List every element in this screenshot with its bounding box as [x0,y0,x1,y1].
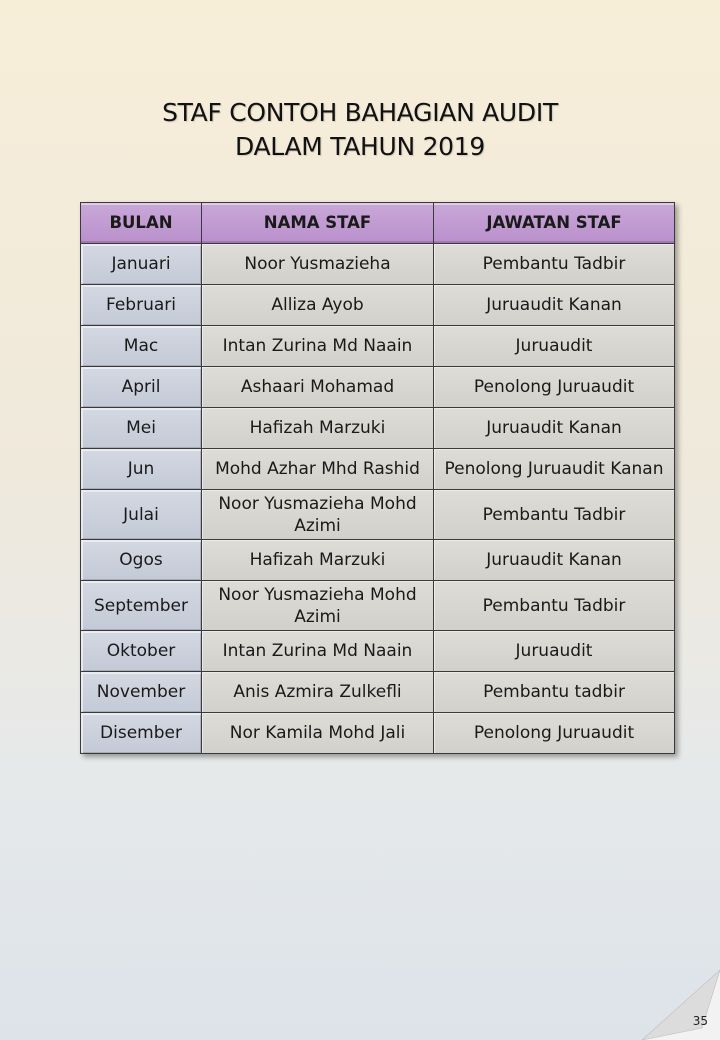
month-cell: Oktober [81,631,202,672]
month-cell: Februari [81,285,202,326]
staff-name-cell: Hafizah Marzuki [202,540,434,581]
table-row [81,672,675,713]
staff-table [80,202,675,754]
table-row [81,408,675,449]
page-number: 35 [692,1014,708,1028]
month-cell: Mei [81,408,202,449]
month-cell: Mac [81,326,202,367]
staff-position-cell: Juruaudit Kanan [434,540,675,581]
staff-name-cell: Hafizah Marzuki [202,408,434,449]
staff-name-cell: Anis Azmira Zulkefli [202,672,434,713]
table-row [81,490,675,540]
table-row [81,449,675,490]
table-row [81,367,675,408]
staff-name-cell: Noor Yusmazieha [202,244,434,285]
header-jawatan-staf: JAWATAN STAF [434,203,675,244]
table-row [81,581,675,631]
title-line-1: STAF CONTOH BAHAGIAN AUDIT [162,98,558,127]
month-cell: Julai [81,490,202,540]
table-row [81,285,675,326]
table-row [81,326,675,367]
staff-name-cell: Ashaari Mohamad [202,367,434,408]
staff-name-cell: Alliza Ayob [202,285,434,326]
staff-position-cell: Juruaudit Kanan [434,408,675,449]
staff-name-cell: Intan Zurina Md Naain [202,631,434,672]
month-cell: Januari [81,244,202,285]
month-cell: Disember [81,713,202,754]
table-row [81,540,675,581]
staff-position-cell: Penolong Juruaudit Kanan [434,449,675,490]
staff-position-cell: Juruaudit [434,631,675,672]
header-nama-staf: NAMA STAF [202,203,434,244]
staff-position-cell: Pembantu Tadbir [434,490,675,540]
page-title [0,96,720,164]
month-cell: November [81,672,202,713]
header-bulan: BULAN [81,203,202,244]
month-cell: Jun [81,449,202,490]
staff-position-cell: Juruaudit [434,326,675,367]
month-cell: April [81,367,202,408]
staff-name-cell: Noor Yusmazieha Mohd Azimi [202,581,434,631]
month-cell: September [81,581,202,631]
month-cell: Ogos [81,540,202,581]
table-row [81,244,675,285]
staff-name-cell: Noor Yusmazieha Mohd Azimi [202,490,434,540]
staff-name-cell: Nor Kamila Mohd Jali [202,713,434,754]
staff-name-cell: Intan Zurina Md Naain [202,326,434,367]
table-row [81,713,675,754]
staff-position-cell: Juruaudit Kanan [434,285,675,326]
staff-position-cell: Penolong Juruaudit [434,367,675,408]
staff-position-cell: Pembantu tadbir [434,672,675,713]
title-line-2: DALAM TAHUN 2019 [234,132,486,161]
staff-position-cell: Pembantu Tadbir [434,244,675,285]
staff-position-cell: Pembantu Tadbir [434,581,675,631]
table-row [81,631,675,672]
staff-position-cell: Penolong Juruaudit [434,713,675,754]
staff-name-cell: Mohd Azhar Mhd Rashid [202,449,434,490]
table-header-row [81,203,675,244]
page-curl-decoration [642,970,720,1040]
